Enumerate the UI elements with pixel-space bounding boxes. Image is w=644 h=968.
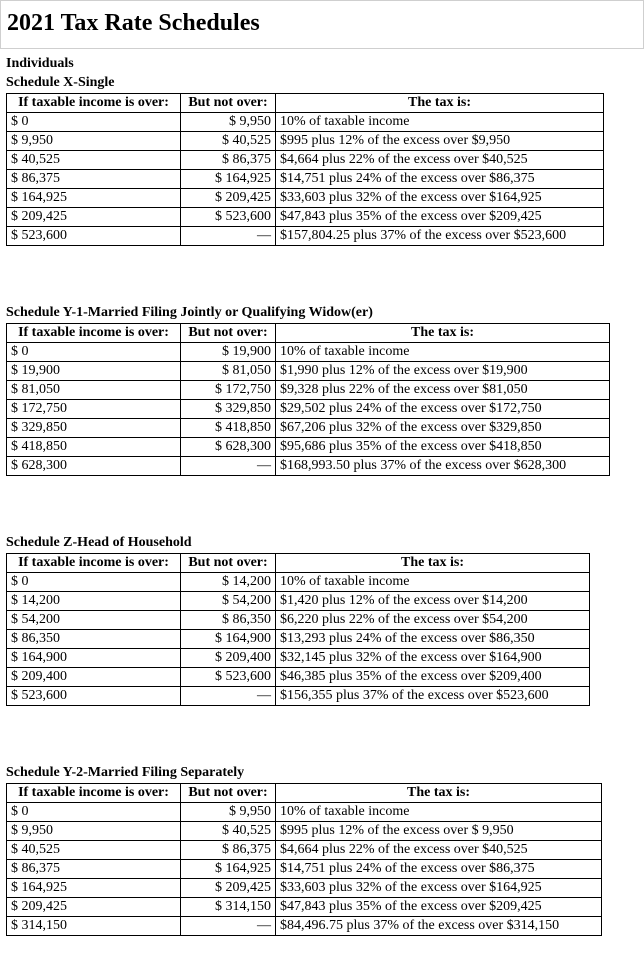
- cell-over: $ 19,900: [7, 362, 181, 381]
- cell-not-over: $ 314,150: [181, 898, 276, 917]
- cell-not-over: $ 14,200: [181, 573, 276, 592]
- cell-over: $ 172,750: [7, 400, 181, 419]
- table-row: [7, 457, 610, 476]
- cell-not-over: $ 628,300: [181, 438, 276, 457]
- cell-not-over: $ 209,400: [181, 649, 276, 668]
- cell-tax: 10% of taxable income: [276, 803, 602, 822]
- title-bar: [0, 0, 644, 49]
- cell-over: $ 81,050: [7, 381, 181, 400]
- cell-not-over: $ 523,600: [181, 208, 276, 227]
- table-row: [7, 189, 604, 208]
- cell-not-over: $ 209,425: [181, 189, 276, 208]
- cell-tax: $14,751 plus 24% of the excess over $86,375: [276, 860, 602, 879]
- cell-not-over: —: [181, 227, 276, 246]
- cell-tax: 10% of taxable income: [276, 113, 604, 132]
- page-title: 2021 Tax Rate Schedules: [7, 10, 260, 36]
- cell-not-over: $ 209,425: [181, 879, 276, 898]
- header-over: If taxable income is over:: [7, 784, 181, 803]
- cell-over: $ 9,950: [7, 822, 181, 841]
- header-over: If taxable income is over:: [7, 554, 181, 573]
- header-over: If taxable income is over:: [7, 94, 181, 113]
- cell-tax: $47,843 plus 35% of the excess over $209,425: [276, 208, 604, 227]
- table-row: [7, 649, 590, 668]
- cell-tax: $1,990 plus 12% of the excess over $19,900: [276, 362, 610, 381]
- cell-tax: $29,502 plus 24% of the excess over $172,750: [276, 400, 610, 419]
- schedule-x-heading: Schedule X-Single: [6, 75, 115, 90]
- cell-over: $ 523,600: [7, 227, 181, 246]
- cell-over: $ 0: [7, 343, 181, 362]
- cell-over: $ 314,150: [7, 917, 181, 936]
- table-row: [7, 611, 590, 630]
- cell-not-over: $ 9,950: [181, 113, 276, 132]
- table-row: [7, 362, 610, 381]
- table-row: [7, 687, 590, 706]
- cell-not-over: —: [181, 917, 276, 936]
- cell-not-over: $ 164,925: [181, 860, 276, 879]
- cell-tax: $46,385 plus 35% of the excess over $209,400: [276, 668, 590, 687]
- schedule-x-table: [6, 93, 604, 246]
- table-row: [7, 898, 602, 917]
- cell-not-over: $ 81,050: [181, 362, 276, 381]
- cell-not-over: $ 164,900: [181, 630, 276, 649]
- cell-over: $ 164,925: [7, 879, 181, 898]
- cell-not-over: $ 40,525: [181, 822, 276, 841]
- cell-over: $ 418,850: [7, 438, 181, 457]
- cell-not-over: —: [181, 687, 276, 706]
- table-row: [7, 917, 602, 936]
- header-row: [7, 324, 610, 343]
- table-row: [7, 343, 610, 362]
- cell-not-over: $ 172,750: [181, 381, 276, 400]
- cell-over: $ 164,925: [7, 189, 181, 208]
- cell-over: $ 0: [7, 113, 181, 132]
- cell-tax: 10% of taxable income: [276, 573, 590, 592]
- cell-tax: $4,664 plus 22% of the excess over $40,525: [276, 151, 604, 170]
- cell-over: $ 86,350: [7, 630, 181, 649]
- cell-tax: $95,686 plus 35% of the excess over $418,850: [276, 438, 610, 457]
- header-not-over: But not over:: [181, 784, 276, 803]
- cell-over: $ 209,400: [7, 668, 181, 687]
- header-tax: The tax is:: [276, 324, 610, 343]
- header-not-over: But not over:: [181, 554, 276, 573]
- header-over: If taxable income is over:: [7, 324, 181, 343]
- cell-over: $ 40,525: [7, 151, 181, 170]
- section-heading: Individuals: [6, 56, 74, 71]
- table-row: [7, 151, 604, 170]
- schedule-z-table: [6, 553, 590, 706]
- schedule-y2-heading: Schedule Y-2-Married Filing Separately: [6, 765, 245, 780]
- header-tax: The tax is:: [276, 784, 602, 803]
- cell-tax: $4,664 plus 22% of the excess over $40,525: [276, 841, 602, 860]
- cell-not-over: $ 86,350: [181, 611, 276, 630]
- cell-tax: $84,496.75 plus 37% of the excess over $314,150: [276, 917, 602, 936]
- table-row: [7, 438, 610, 457]
- cell-tax: $6,220 plus 22% of the excess over $54,200: [276, 611, 590, 630]
- table-row: [7, 400, 610, 419]
- cell-tax: $168,993.50 plus 37% of the excess over $628,300: [276, 457, 610, 476]
- cell-over: $ 0: [7, 803, 181, 822]
- table-row: [7, 822, 602, 841]
- cell-over: $ 329,850: [7, 419, 181, 438]
- cell-tax: $995 plus 12% of the excess over $9,950: [276, 132, 604, 151]
- table-row: [7, 860, 602, 879]
- cell-over: $ 209,425: [7, 208, 181, 227]
- schedule-y1-table: [6, 323, 610, 476]
- schedule-z-heading: Schedule Z-Head of Household: [6, 535, 192, 550]
- cell-tax: $157,804.25 plus 37% of the excess over $523,600: [276, 227, 604, 246]
- table-row: [7, 208, 604, 227]
- cell-tax: $33,603 plus 32% of the excess over $164,925: [276, 189, 604, 208]
- cell-over: $ 9,950: [7, 132, 181, 151]
- cell-over: $ 14,200: [7, 592, 181, 611]
- header-row: [7, 94, 604, 113]
- header-not-over: But not over:: [181, 324, 276, 343]
- cell-over: $ 209,425: [7, 898, 181, 917]
- table-row: [7, 132, 604, 151]
- header-row: [7, 554, 590, 573]
- header-row: [7, 784, 602, 803]
- cell-tax: 10% of taxable income: [276, 343, 610, 362]
- cell-tax: $13,293 plus 24% of the excess over $86,350: [276, 630, 590, 649]
- cell-not-over: $ 523,600: [181, 668, 276, 687]
- table-row: [7, 668, 590, 687]
- table-row: [7, 630, 590, 649]
- table-row: [7, 113, 604, 132]
- cell-over: $ 164,900: [7, 649, 181, 668]
- cell-tax: $995 plus 12% of the excess over $ 9,950: [276, 822, 602, 841]
- table-row: [7, 879, 602, 898]
- cell-over: $ 86,375: [7, 170, 181, 189]
- cell-over: $ 628,300: [7, 457, 181, 476]
- schedule-y2-table: [6, 783, 602, 936]
- cell-tax: $9,328 plus 22% of the excess over $81,050: [276, 381, 610, 400]
- cell-tax: $1,420 plus 12% of the excess over $14,200: [276, 592, 590, 611]
- cell-not-over: $ 19,900: [181, 343, 276, 362]
- cell-not-over: $ 86,375: [181, 151, 276, 170]
- table-row: [7, 381, 610, 400]
- cell-not-over: $ 164,925: [181, 170, 276, 189]
- cell-not-over: $ 329,850: [181, 400, 276, 419]
- cell-over: $ 54,200: [7, 611, 181, 630]
- cell-over: $ 0: [7, 573, 181, 592]
- cell-over: $ 86,375: [7, 860, 181, 879]
- header-tax: The tax is:: [276, 94, 604, 113]
- table-row: [7, 841, 602, 860]
- header-not-over: But not over:: [181, 94, 276, 113]
- cell-not-over: $ 40,525: [181, 132, 276, 151]
- cell-not-over: $ 86,375: [181, 841, 276, 860]
- cell-tax: $32,145 plus 32% of the excess over $164,900: [276, 649, 590, 668]
- cell-not-over: —: [181, 457, 276, 476]
- cell-over: $ 40,525: [7, 841, 181, 860]
- cell-not-over: $ 9,950: [181, 803, 276, 822]
- cell-tax: $14,751 plus 24% of the excess over $86,375: [276, 170, 604, 189]
- cell-not-over: $ 54,200: [181, 592, 276, 611]
- cell-over: $ 523,600: [7, 687, 181, 706]
- table-row: [7, 592, 590, 611]
- header-tax: The tax is:: [276, 554, 590, 573]
- table-row: [7, 227, 604, 246]
- cell-tax: $47,843 plus 35% of the excess over $209,425: [276, 898, 602, 917]
- cell-not-over: $ 418,850: [181, 419, 276, 438]
- table-row: [7, 803, 602, 822]
- cell-tax: $33,603 plus 32% of the excess over $164,925: [276, 879, 602, 898]
- cell-tax: $67,206 plus 32% of the excess over $329,850: [276, 419, 610, 438]
- schedule-y1-heading: Schedule Y-1-Married Filing Jointly or Qualifying Widow(er): [6, 305, 373, 320]
- table-row: [7, 419, 610, 438]
- cell-tax: $156,355 plus 37% of the excess over $523,600: [276, 687, 590, 706]
- table-row: [7, 170, 604, 189]
- table-row: [7, 573, 590, 592]
